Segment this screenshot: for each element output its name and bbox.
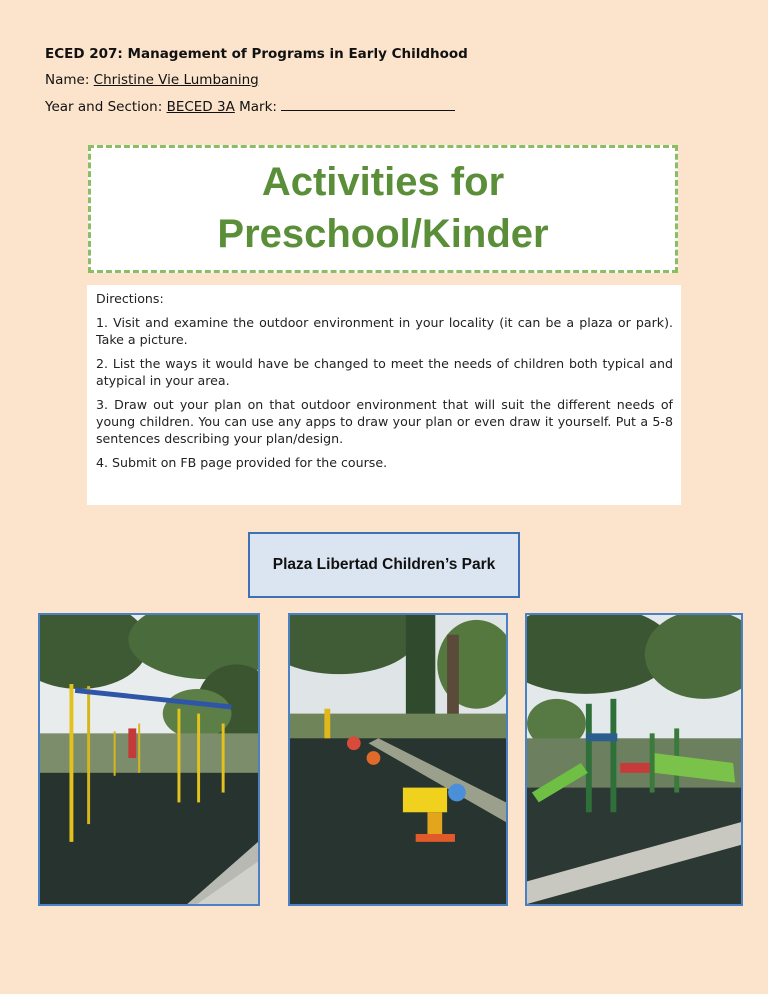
direction-item: 1. Visit and examine the outdoor environment in your locality (it can be a plaza or park). Take a picture. — [96, 315, 673, 347]
directions-heading: Directions: — [96, 291, 164, 306]
direction-item: 4. Submit on FB page provided for the course. — [96, 455, 388, 470]
course-title: ECED 207: Management of Programs in Early Childhood — [45, 46, 468, 62]
mark-label: Mark: — [234, 99, 282, 115]
activities-title-box — [88, 145, 678, 273]
year-section-line — [45, 96, 468, 122]
direction-item: 3. Draw out your plan on that outdoor environment that will suit the different needs of young children. You can use any apps to draw your plan or even draw it yourself. Put a 5-8 sentences describing your plan/design. — [96, 397, 673, 446]
spring-riders-photo — [288, 613, 508, 906]
directions-box — [87, 285, 681, 505]
title-line-2: Preschool/Kinder — [217, 212, 549, 256]
year-section-value: BECED 3A — [166, 99, 235, 115]
title-line-1: Activities for — [261, 160, 505, 204]
student-name: Christine Vie Lumbaning — [93, 72, 259, 88]
year-label: Year and Section: — [45, 99, 167, 115]
swing-set-photo — [38, 613, 260, 906]
park-title-box: Plaza Libertad Children’s Park — [248, 532, 520, 598]
direction-item: 2. List the ways it would have be changed to meet the needs of children both typical and atypical in your area. — [96, 356, 673, 388]
play-structure-slide-photo — [525, 613, 743, 906]
name-label: Name: — [45, 72, 94, 88]
mark-blank — [281, 96, 455, 111]
document-header — [45, 44, 468, 122]
name-line — [45, 70, 468, 96]
